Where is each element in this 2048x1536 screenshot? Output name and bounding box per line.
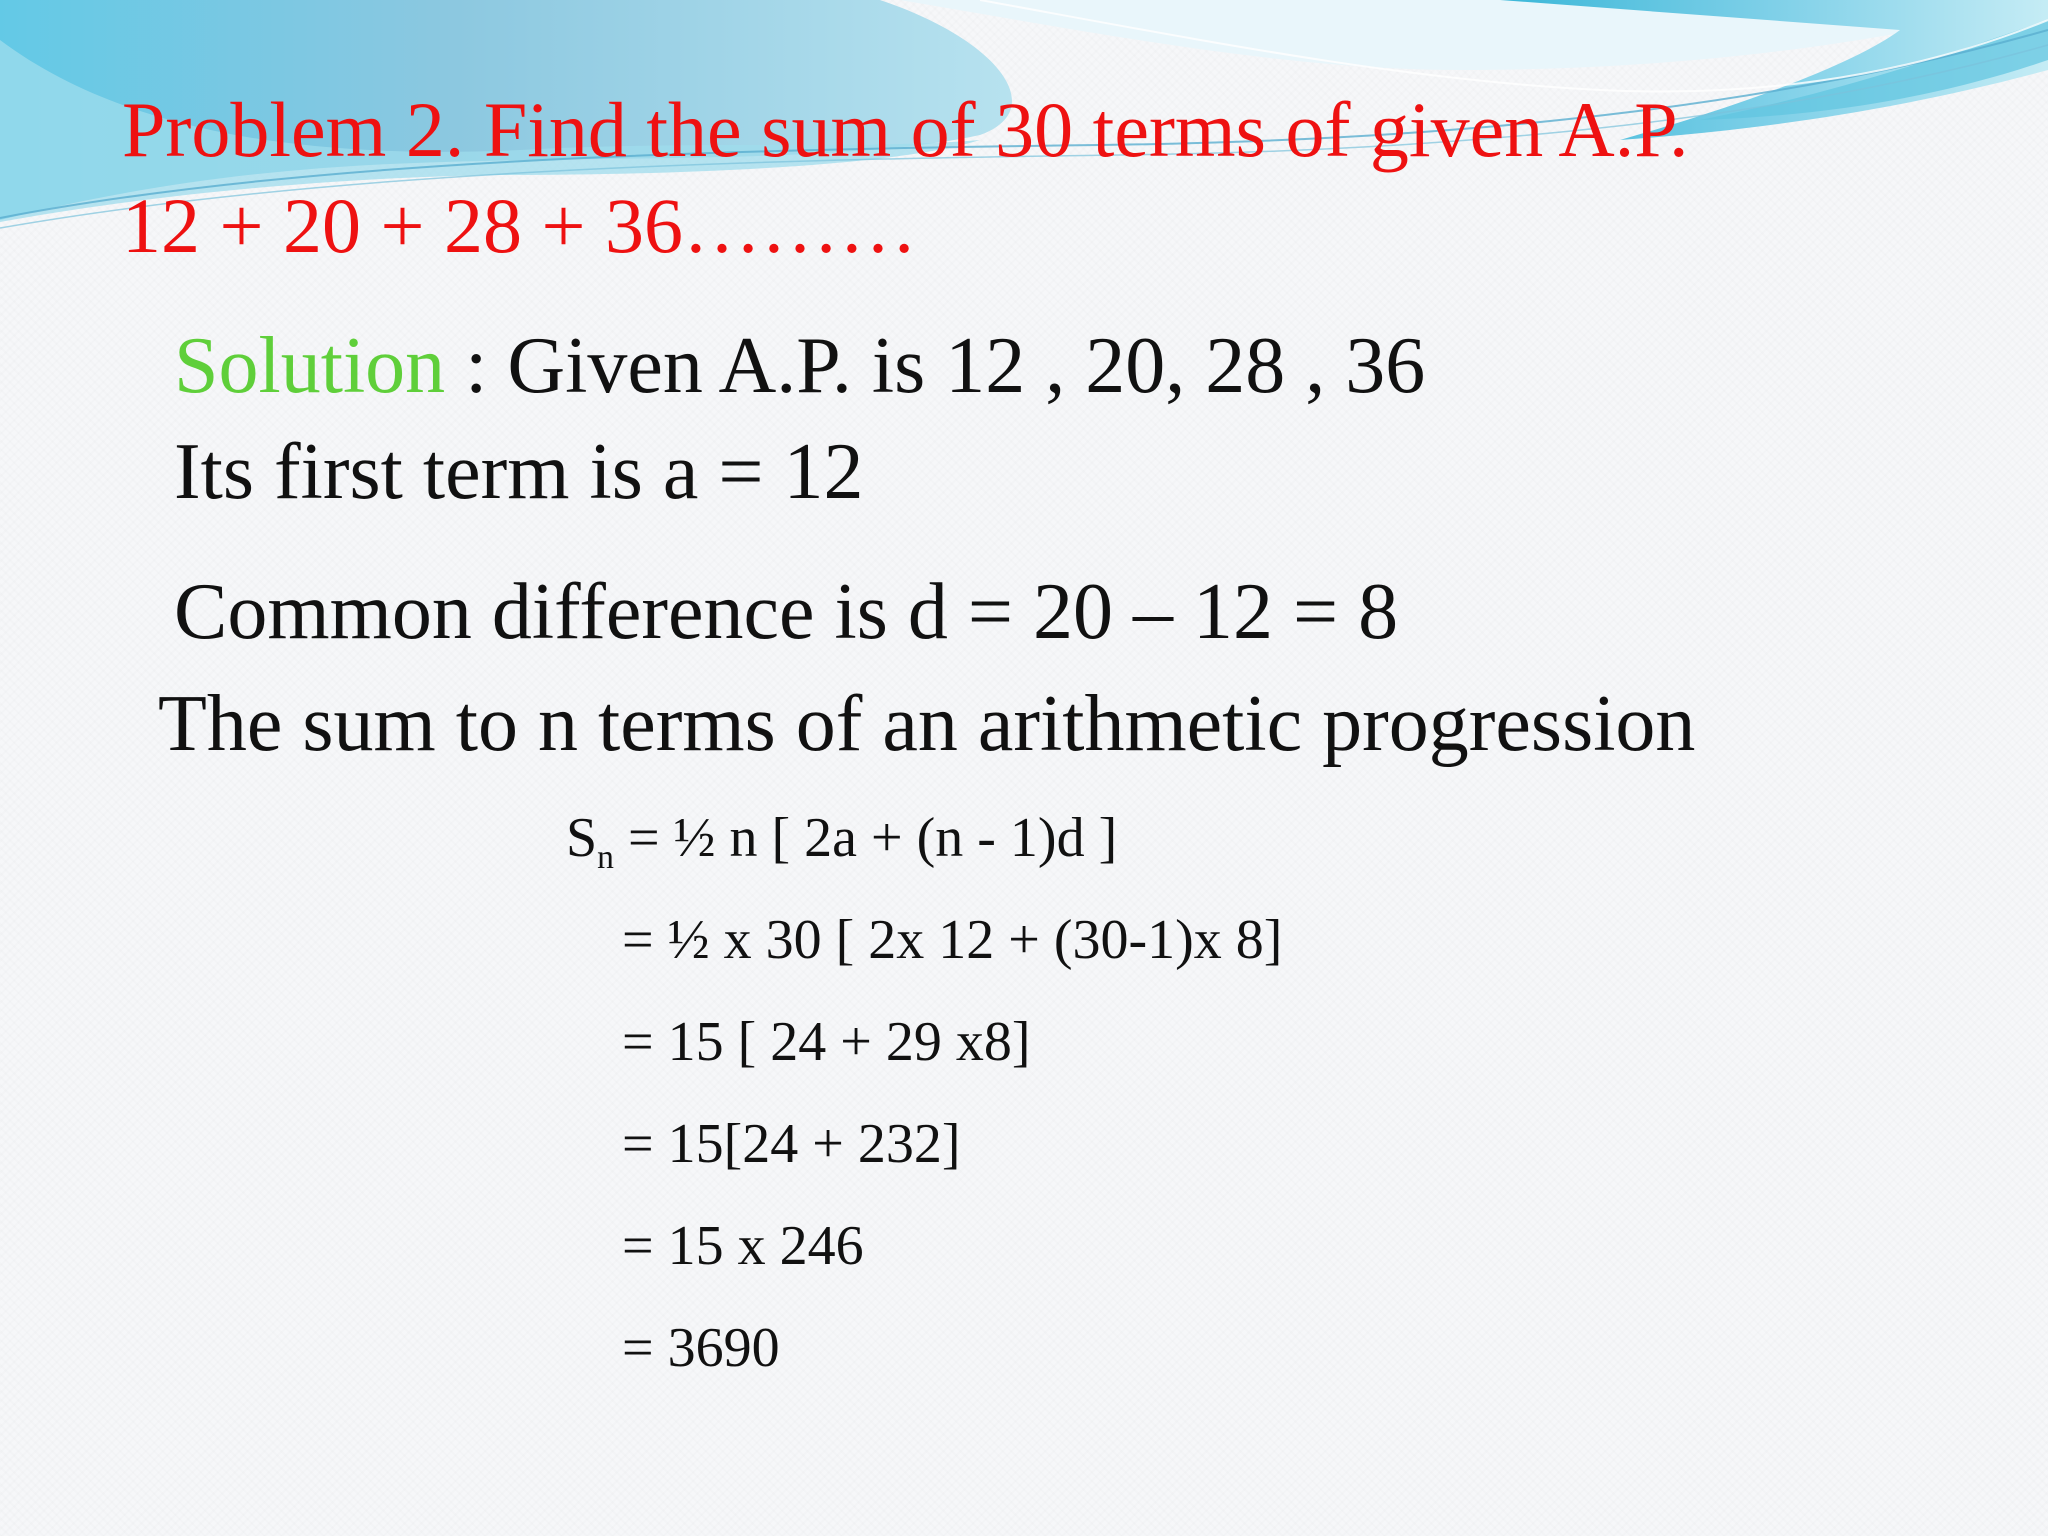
calc-step-4: = 15 x 246 [622, 1215, 864, 1277]
problem-title [122, 82, 2002, 274]
calc-step-3: = 15[24 + 232] [622, 1113, 961, 1175]
calc-step-2: = 15 [ 24 + 29 x8] [622, 1011, 1031, 1073]
first-term-line: Its first term is a = 12 [174, 428, 864, 516]
formula-line [566, 802, 1117, 874]
sum-intro-line: The sum to n terms of an arithmetic progression [158, 680, 1696, 768]
formula-subscript: n [597, 838, 614, 876]
calc-step-5: = 3690 [622, 1317, 780, 1379]
problem-title-line1: Problem 2. Find the sum of 30 terms of given A.P. [122, 86, 1689, 173]
common-difference-line: Common difference is d = 20 – 12 = 8 [174, 568, 1399, 656]
formula-expression: = ½ n [ 2a + (n - 1)d ] [613, 807, 1118, 869]
problem-title-line2: 12 + 20 + 28 + 36……… [122, 182, 917, 269]
formula-symbol: S [566, 807, 598, 869]
solution-text: : Given A.P. is 12 , 20, 28 , 36 [445, 322, 1426, 410]
solution-line [174, 318, 1425, 414]
solution-label: Solution [174, 322, 446, 410]
calc-step-1: = ½ x 30 [ 2x 12 + (30-1)x 8] [622, 909, 1283, 971]
